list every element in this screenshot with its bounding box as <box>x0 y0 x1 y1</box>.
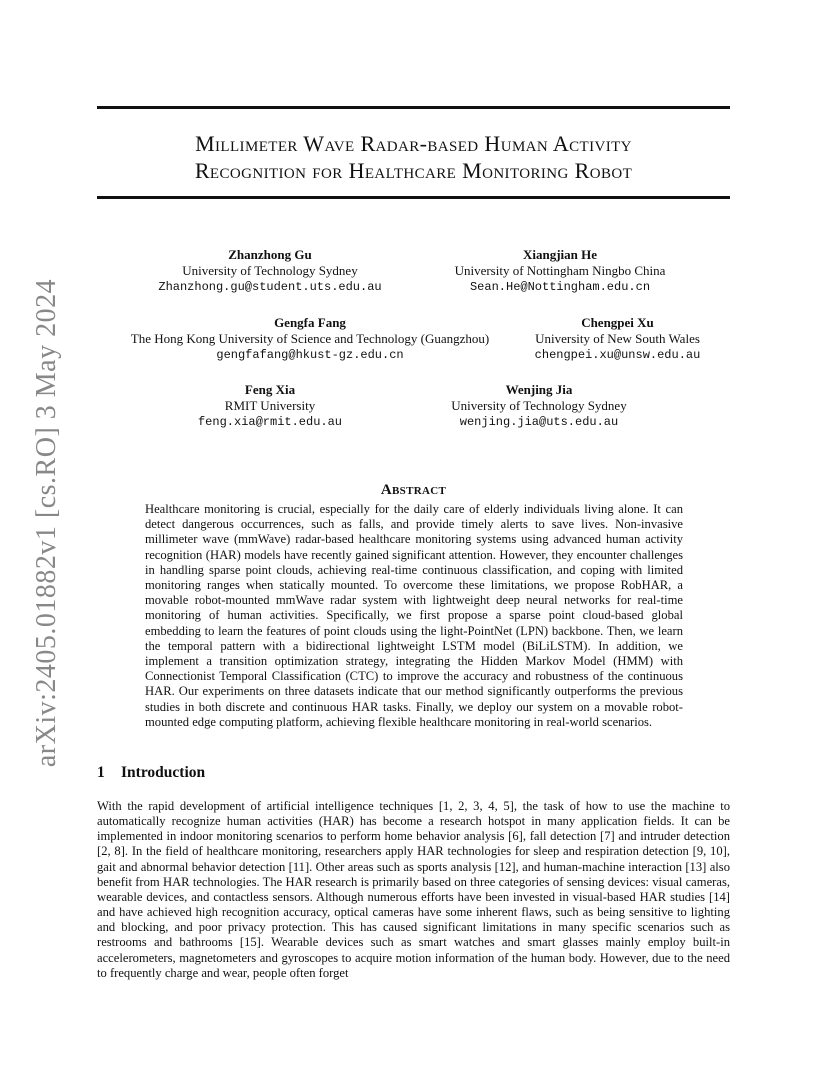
abstract-heading: Abstract <box>380 482 447 498</box>
section-title: Introduction <box>121 764 206 781</box>
author-block <box>430 382 648 430</box>
author-email[interactable]: feng.xia@rmit.edu.au <box>197 415 343 429</box>
author-affiliation: The Hong Kong University of Science and Technology (Guangzhou) <box>130 331 490 346</box>
introduction-text: With the rapid development of artificial intelligence techniques [1, 2, 3, 4, 5], the task of how to use the machine to automatically recognize human activities (HAR) has become a research hotspot in many application fields. It can be implemented in indoor monitoring scenarios to perform home behavior analysis [6], fall detection [7] and intruder detection [2, 8]. In the field of healthcare monitoring, researchers apply HAR technologies for sleep and respiration detection [9, 10], gait and abnormal behavior detection [11]. Other areas such as sports analysis [12], and human-machine interaction [13] also benefit from HAR technologies. The HAR research is primarily based on three categories of sensing devices: visual cameras, wearable devices, and contactless sensors. Although numerous efforts have been invested in visual-based HAR studies [14] and have achieved high recognition accuracy, optical cameras have some inherent flaws, such as being sensitive to lighting and blocking, and poor privacy protection. This has caused significant limitations in many specific scenarios such as restrooms and bathrooms [15]. Wearable devices such as smart watches and smart glasses mainly employ built-in accelerometers, magnetometers and gyroscopes to acquire motion information of the human body. However, due to the need to frequently charge and wear, people often forget <box>97 799 730 980</box>
title-bottom-rule <box>97 196 730 199</box>
title-top-rule <box>97 106 730 109</box>
author-block <box>525 315 710 363</box>
author-affiliation: University of Technology Sydney <box>451 398 627 413</box>
author-affiliation: University of Technology Sydney <box>182 263 358 278</box>
paper-title-line-1: Millimeter Wave Radar-based Human Activity <box>195 131 632 156</box>
author-email[interactable]: Sean.He@Nottingham.edu.cn <box>469 280 651 294</box>
author-email[interactable]: Zhanzhong.gu@student.uts.edu.au <box>158 280 382 294</box>
author-email[interactable]: chengpei.xu@unsw.edu.au <box>534 348 701 362</box>
section-heading <box>97 764 205 782</box>
author-name: Wenjing Jia <box>505 382 573 397</box>
author-affiliation: University of Nottingham Ningbo China <box>454 263 666 278</box>
author-email[interactable]: gengfafang@hkust-gz.edu.cn <box>216 348 404 362</box>
paper-title-line-2: Recognition for Healthcare Monitoring Robot <box>194 158 633 183</box>
author-name: Gengfa Fang <box>274 315 346 330</box>
arxiv-identifier: arXiv:2405.01882v1 [cs.RO] 3 May 2024 <box>31 278 62 768</box>
abstract-text: Healthcare monitoring is crucial, especially for the daily care of elderly individuals living alone. It can detect dangerous occurrences, such as falls, and provide timely alerts to save lives. Non-invasive millimeter wave (mmWave) radar-based healthcare monitoring systems using advanced human activity recognition (HAR) models have recently gained significant attention. However, they encounter challenges in handling sparse point clouds, achieving real-time continuous classification, and coping with limited monitoring ranges when statically mounted. To overcome these limitations, we propose RobHAR, a movable robot-mounted mmWave radar system with lightweight deep neural networks for real-time monitoring of human activities. Specifically, we first propose a sparse point cloud-based global embedding to learn the features of point clouds using the light-PointNet (LPN) backbone. Then, we learn the temporal pattern with a bidirectional lightweight LSTM model (BiLiLSTM). In addition, we implement a transition optimization strategy, integrating the Hidden Markov Model (HMM) with Connectionist Temporal Classification (CTC) to improve the accuracy and robustness of the continuous HAR. Our experiments on three datasets indicate that our method significantly outperforms the previous studies in both discrete and continuous HAR tasks. Finally, we deploy our system on a movable robot-mounted edge computing platform, achieving flexible healthcare monitoring in real-world scenarios. <box>145 502 683 729</box>
author-affiliation: RMIT University <box>224 398 316 413</box>
author-name: Zhanzhong Gu <box>228 247 312 262</box>
author-name: Feng Xia <box>244 382 296 397</box>
author-email[interactable]: wenjing.jia@uts.edu.au <box>459 415 619 429</box>
section-number: 1 <box>97 764 105 781</box>
author-name: Xiangjian He <box>522 247 598 262</box>
author-block <box>170 382 370 430</box>
author-name: Chengpei Xu <box>581 315 654 330</box>
author-block <box>115 315 505 363</box>
author-block <box>140 247 400 295</box>
author-block <box>430 247 690 295</box>
author-affiliation: University of New South Wales <box>535 331 700 346</box>
